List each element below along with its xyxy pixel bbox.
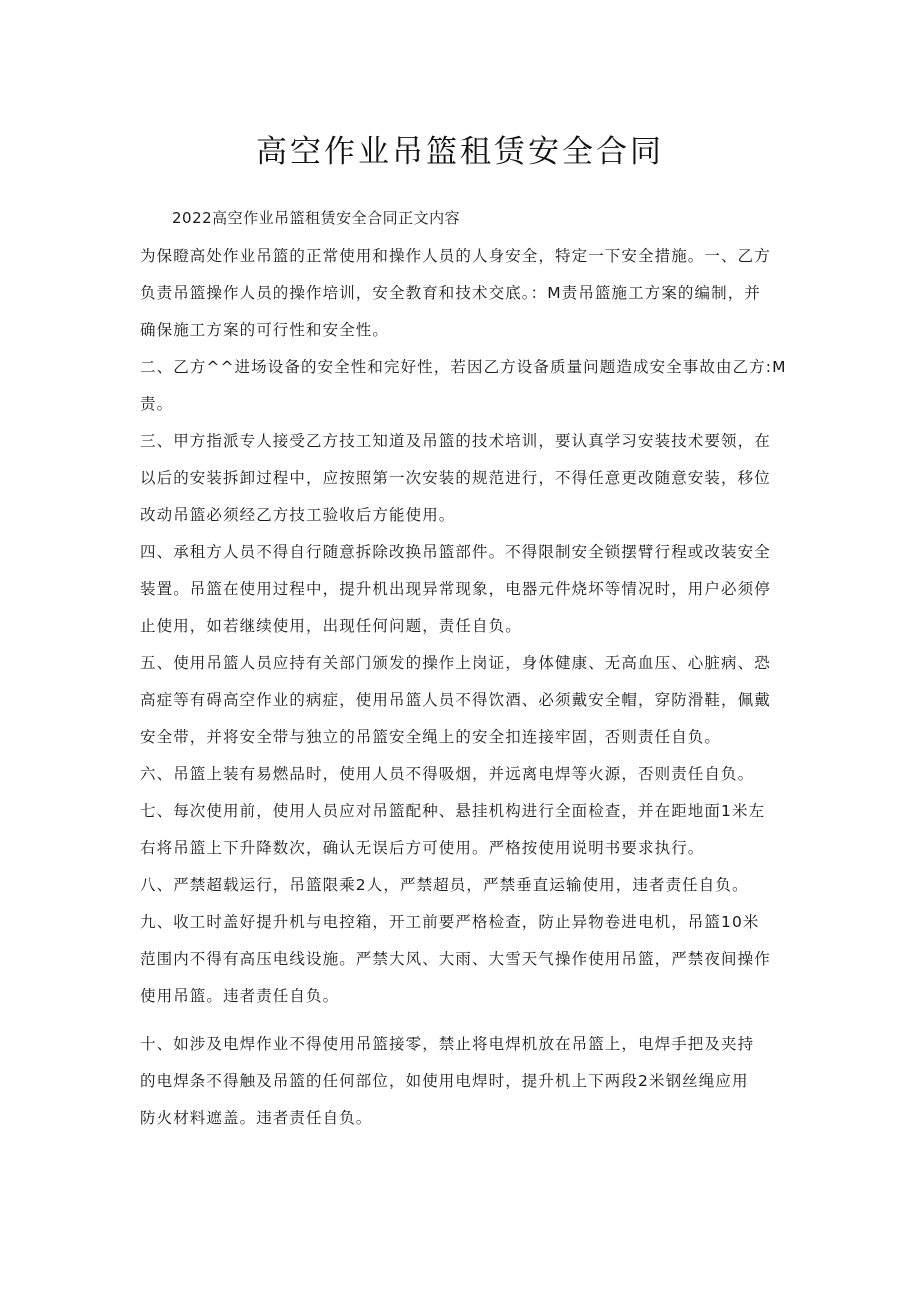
text-line: 十、如涉及电焊作业不得使用吊篮接零，禁止将电焊机放在吊篮上，电焊手把及夹持 <box>140 1035 755 1053</box>
document-subtitle: 2022高空作业吊篮租赁安全合同正文内容 <box>172 209 461 227</box>
text-line: 右将吊篮上下升降数次，确认无误后方可使用。严格按使用说明书要求执行。 <box>140 839 705 857</box>
text-line: 六、吊篮上装有易燃品时，使用人员不得吸烟，并远离电焊等火源，否则责任自负。 <box>140 765 755 783</box>
text-line: 使用吊篮。违者责任自负。 <box>140 987 340 1005</box>
text-line: 范围内不得有高压电线设施。严禁大风、大雨、大雪天气操作使用吊篮，严禁夜间操作 <box>140 950 771 968</box>
text-line: 为保瞪高处作业吊篮的正常使用和操作人员的人身安全，特定一下安全措施。一、乙方 <box>140 247 771 265</box>
text-line: 四、承租方人员不得自行随意拆除改换吊篮部件。不得限制安全锁摆臂行程或改装安全 <box>140 543 771 561</box>
document-title: 高空作业吊篮租赁安全合同 <box>256 134 664 170</box>
text-line: 负责吊篮操作人员的操作培训，安全教育和技术交底。：M责吊篮施工方案的编制，并 <box>140 284 761 302</box>
text-line: 确保施工方案的可行性和安全性。 <box>140 321 390 339</box>
text-line: 防火材料遮盖。违者责任自负。 <box>140 1109 373 1127</box>
text-line: 以后的安装拆卸过程中，应按照第一次安装的规范进行，不得任意更改随意安装，移位 <box>140 469 771 487</box>
text-line: 二、乙方^^进场设备的安全性和完好性，若因乙方设备质量问题造成安全事故由乙方:M <box>140 358 787 376</box>
text-line: 责。 <box>140 395 174 413</box>
text-line: 安全带，并将安全带与独立的吊篮安全绳上的安全扣连接牢固，否则责任自负。 <box>140 728 722 746</box>
text-line: 的电焊条不得触及吊篮的任何部位，如使用电焊时，提升机上下两段2米钢丝绳应用 <box>140 1072 749 1090</box>
text-line: 三、甲方指派专人接受乙方技工知道及吊篮的技术培训，要认真学习安装技术要领，在 <box>140 432 771 450</box>
text-line: 五、使用吊篮人员应持有关部门颁发的操作上岗证，身体健康、无高血压、心脏病、恐 <box>140 654 771 672</box>
text-line: 七、每次使用前，使用人员应对吊篮配种、悬挂机构进行全面检查，并在距地面1米左 <box>140 802 766 820</box>
text-line: 改动吊篮必须经乙方技工验收后方能使用。 <box>140 506 456 524</box>
text-line: 八、严禁超载运行，吊篮限乘2人，严禁超员，严禁垂直运输使用，违者责任自负。 <box>140 876 749 894</box>
text-line: 高症等有碍高空作业的病症，使用吊篮人员不得饮酒、必须戴安全帽，穿防滑鞋，佩戴 <box>140 691 771 709</box>
text-line: 止使用，如若继续使用，出现任何问题，责任自负。 <box>140 617 522 635</box>
text-line: 九、收工时盖好提升机与电控箱，开工前要严格检查，防止异物卷进电机，吊篮10米 <box>140 913 760 931</box>
text-line: 装置。吊篮在使用过程中，提升机出现异常现象，电器元件烧坏等情况时，用户必须停 <box>140 580 771 598</box>
